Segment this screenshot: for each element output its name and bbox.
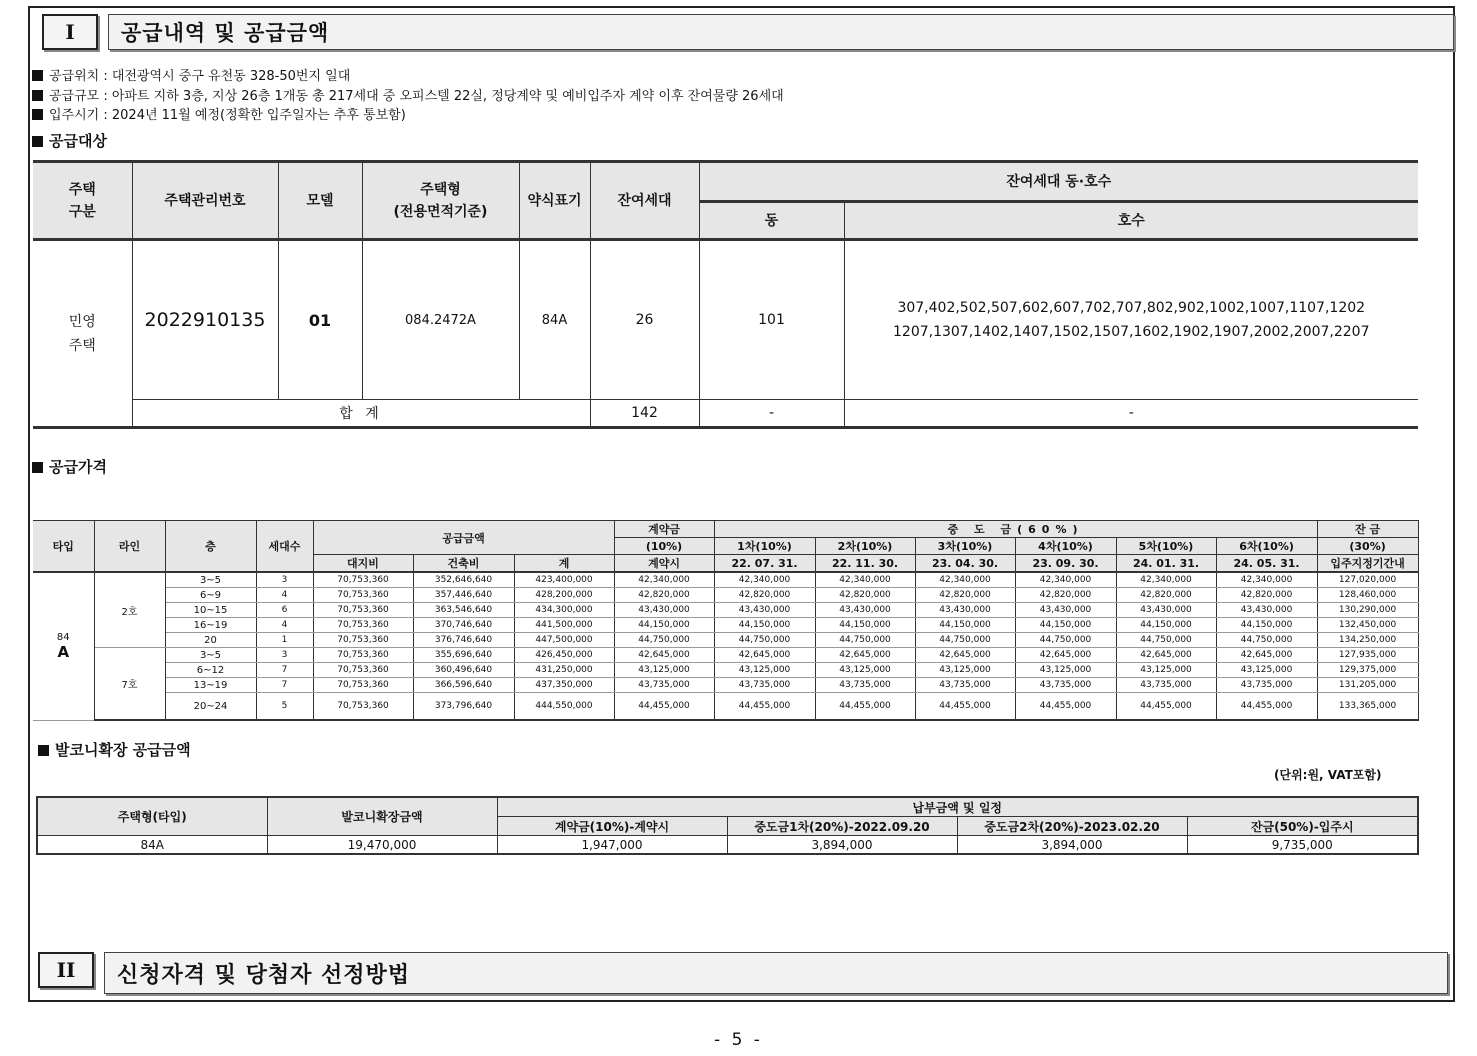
floor-cell: 6~9 (165, 588, 256, 603)
header-mid-6-date: 24. 05. 31. (1216, 555, 1317, 573)
table-row (33, 603, 1418, 618)
sum-cell: 428,200,000 (514, 588, 614, 603)
midterm-cell: 44,455,000 (1216, 693, 1317, 721)
total-row (33, 400, 1418, 428)
floor-cell: 10~15 (165, 603, 256, 618)
table-row (37, 836, 1418, 855)
header-mgmt-no: 주택관리번호 (132, 162, 278, 240)
balance-cell: 130,290,000 (1317, 603, 1418, 618)
page-number: - 5 - (714, 1030, 763, 1050)
midterm-cell: 43,125,000 (815, 663, 915, 678)
header-floor: 층 (165, 521, 256, 573)
balcony-c1-cell: 1,947,000 (497, 836, 727, 855)
contract-cell: 42,340,000 (614, 572, 714, 588)
land-cell: 70,753,360 (313, 618, 413, 633)
midterm-cell: 44,150,000 (815, 618, 915, 633)
midterm-cell: 42,645,000 (1015, 648, 1116, 663)
midterm-cell: 42,820,000 (815, 588, 915, 603)
building-cell: 363,546,640 (413, 603, 514, 618)
header-balcony-amount: 발코니확장금액 (267, 797, 497, 836)
header-balcony-type: 주택형(타입) (37, 797, 267, 836)
bullet-square-icon (32, 70, 43, 81)
midterm-cell: 44,750,000 (915, 633, 1015, 648)
info-line-move-in: 입주시기 : 2024년 11월 예정(정확한 입주일자는 추후 통보함) (32, 106, 406, 126)
header-hosu: 호수 (844, 202, 1418, 240)
header-land: 대지비 (313, 555, 413, 573)
midterm-cell: 43,735,000 (714, 678, 815, 693)
bullet-square-icon (32, 136, 43, 147)
midterm-cell: 44,750,000 (714, 633, 815, 648)
section-2-header (38, 952, 1450, 990)
total-hosu: - (844, 400, 1418, 428)
midterm-cell: 42,645,000 (1216, 648, 1317, 663)
header-mid-2: 2차(10%) (815, 538, 915, 555)
header-contract: 계약금 (614, 521, 714, 538)
floor-cell: 20 (165, 633, 256, 648)
header-mid-1-date: 22. 07. 31. (714, 555, 815, 573)
header-mid-6: 6차(10%) (1216, 538, 1317, 555)
hosu-cell: 307,402,502,507,602,607,702,707,802,902,1002,1007,1107,1202 1207,1307,1402,1407,1502,1507,1602,1902,1907,2002,2007,2207 (844, 240, 1418, 400)
land-cell: 70,753,360 (313, 588, 413, 603)
midterm-cell: 43,735,000 (915, 678, 1015, 693)
floor-cell: 20~24 (165, 693, 256, 721)
header-balcony-c3: 중도금2차(20%)-2023.02.20 (957, 817, 1187, 836)
midterm-cell: 44,150,000 (714, 618, 815, 633)
sum-cell: 444,550,000 (514, 693, 614, 721)
land-cell: 70,753,360 (313, 633, 413, 648)
midterm-cell: 43,735,000 (815, 678, 915, 693)
balance-cell: 134,250,000 (1317, 633, 1418, 648)
midterm-cell: 43,735,000 (1015, 678, 1116, 693)
floor-cell: 16~19 (165, 618, 256, 633)
units-cell: 3 (256, 648, 313, 663)
contract-cell: 42,820,000 (614, 588, 714, 603)
units-cell: 7 (256, 663, 313, 678)
floor-cell: 3~5 (165, 572, 256, 588)
header-house-size: 주택형 (전용면적기준) (362, 162, 519, 240)
midterm-cell: 44,150,000 (1216, 618, 1317, 633)
bullet-square-icon (32, 109, 43, 120)
section-2-title: 신청자격 및 당첨자 선정방법 (104, 952, 1448, 994)
header-balance-pct: (30%) (1317, 538, 1418, 555)
building-cell: 366,596,640 (413, 678, 514, 693)
table-row (33, 633, 1418, 648)
type-letter: A (57, 642, 70, 661)
units-cell: 1 (256, 633, 313, 648)
midterm-cell: 44,455,000 (915, 693, 1015, 721)
contract-cell: 43,735,000 (614, 678, 714, 693)
balcony-heading: 발코니확장 공급금액 (38, 739, 191, 760)
midterm-cell: 43,430,000 (1015, 603, 1116, 618)
midterm-cell: 43,125,000 (915, 663, 1015, 678)
midterm-cell: 44,150,000 (1116, 618, 1216, 633)
midterm-cell: 44,750,000 (1015, 633, 1116, 648)
contract-cell: 44,455,000 (614, 693, 714, 721)
midterm-cell: 44,750,000 (815, 633, 915, 648)
header-balance-when: 입주지정기간내 (1317, 555, 1418, 573)
bullet-square-icon (38, 745, 49, 756)
section-1-header (42, 14, 1454, 52)
header-short: 약식표기 (519, 162, 590, 240)
midterm-cell: 42,340,000 (1216, 572, 1317, 588)
section-2-number: II (38, 952, 94, 988)
land-cell: 70,753,360 (313, 648, 413, 663)
midterm-cell: 43,430,000 (1116, 603, 1216, 618)
midterm-cell: 42,820,000 (1216, 588, 1317, 603)
table-row (33, 678, 1418, 693)
building-cell: 352,646,640 (413, 572, 514, 588)
header-mid-4-date: 23. 09. 30. (1015, 555, 1116, 573)
header-mid-3-date: 23. 04. 30. (915, 555, 1015, 573)
sum-cell: 423,400,000 (514, 572, 614, 588)
balance-cell: 131,205,000 (1317, 678, 1418, 693)
house-size-cell: 084.2472A (362, 240, 519, 400)
section-1-title: 공급내역 및 공급금액 (108, 14, 1454, 50)
header-type: 타입 (33, 521, 94, 573)
balcony-amount-cell: 19,470,000 (267, 836, 497, 855)
midterm-cell: 44,455,000 (1116, 693, 1216, 721)
header-line: 라인 (94, 521, 165, 573)
model-cell: 01 (278, 240, 362, 400)
balance-cell: 128,460,000 (1317, 588, 1418, 603)
midterm-cell: 42,820,000 (1015, 588, 1116, 603)
header-contract-pct: (10%) (614, 538, 714, 555)
remaining-cell: 26 (590, 240, 699, 400)
bullet-square-icon (32, 90, 43, 101)
midterm-cell: 43,430,000 (1216, 603, 1317, 618)
midterm-cell: 44,455,000 (714, 693, 815, 721)
units-cell: 6 (256, 603, 313, 618)
header-sum: 계 (514, 555, 614, 573)
land-cell: 70,753,360 (313, 603, 413, 618)
balcony-c3-cell: 3,894,000 (957, 836, 1187, 855)
contract-cell: 43,125,000 (614, 663, 714, 678)
units-cell: 4 (256, 588, 313, 603)
info-line-scale: 공급규모 : 아파트 지하 3층, 지상 26층 1개동 총 217세대 중 오피스텔 22실, 정당계약 및 예비입주자 계약 이후 잔여물량 26세대 (32, 87, 784, 107)
header-midterm: 중 도 금(60%) (714, 521, 1317, 538)
header-supply-amount: 공급금액 (313, 521, 614, 555)
target-heading: 공급대상 (32, 130, 107, 151)
table-row (33, 618, 1418, 633)
balcony-c4-cell: 9,735,000 (1187, 836, 1418, 855)
table-row (33, 572, 1418, 588)
header-mid-4: 4차(10%) (1015, 538, 1116, 555)
midterm-cell: 44,750,000 (1116, 633, 1216, 648)
table-row (33, 588, 1418, 603)
building-cell: 357,446,640 (413, 588, 514, 603)
supply-target-table (33, 160, 1418, 429)
sum-cell: 434,300,000 (514, 603, 614, 618)
header-dong: 동 (699, 202, 844, 240)
floor-cell: 6~12 (165, 663, 256, 678)
house-type-cell: 민영 주택 (33, 240, 132, 428)
price-body (33, 572, 1418, 720)
midterm-cell: 42,340,000 (915, 572, 1015, 588)
supply-price-table (33, 520, 1419, 721)
type-cell (33, 572, 94, 720)
midterm-cell: 43,125,000 (714, 663, 815, 678)
sum-cell: 431,250,000 (514, 663, 614, 678)
header-units: 세대수 (256, 521, 313, 573)
sum-cell: 426,450,000 (514, 648, 614, 663)
midterm-cell: 44,455,000 (1015, 693, 1116, 721)
midterm-cell: 42,645,000 (915, 648, 1015, 663)
header-balcony-c1: 계약금(10%)-계약시 (497, 817, 727, 836)
units-cell: 7 (256, 678, 313, 693)
midterm-cell: 42,340,000 (714, 572, 815, 588)
land-cell: 70,753,360 (313, 572, 413, 588)
building-cell: 360,496,640 (413, 663, 514, 678)
header-remaining-units-group: 잔여세대 동·호수 (699, 162, 1418, 202)
balance-cell: 127,935,000 (1317, 648, 1418, 663)
type-size: 84 (56, 631, 70, 643)
units-cell: 3 (256, 572, 313, 588)
price-heading: 공급가격 (32, 456, 107, 477)
mgmt-no-cell: 2022910135 (132, 240, 278, 400)
midterm-cell: 42,340,000 (1116, 572, 1216, 588)
midterm-cell: 43,735,000 (1116, 678, 1216, 693)
balcony-type-cell: 84A (37, 836, 267, 855)
sum-cell: 437,350,000 (514, 678, 614, 693)
midterm-cell: 44,455,000 (815, 693, 915, 721)
table-row (33, 663, 1418, 678)
sum-cell: 447,500,000 (514, 633, 614, 648)
header-balance: 잔 금 (1317, 521, 1418, 538)
contract-cell: 44,150,000 (614, 618, 714, 633)
midterm-cell: 42,645,000 (714, 648, 815, 663)
balance-cell: 132,450,000 (1317, 618, 1418, 633)
line-cell: 2호 (94, 572, 165, 648)
midterm-cell: 44,150,000 (1015, 618, 1116, 633)
header-building: 건축비 (413, 555, 514, 573)
balcony-table (36, 796, 1419, 855)
building-cell: 376,746,640 (413, 633, 514, 648)
midterm-cell: 42,820,000 (714, 588, 815, 603)
contract-cell: 42,645,000 (614, 648, 714, 663)
header-mid-1: 1차(10%) (714, 538, 815, 555)
header-mid-5: 5차(10%) (1116, 538, 1216, 555)
land-cell: 70,753,360 (313, 678, 413, 693)
midterm-cell: 42,645,000 (1116, 648, 1216, 663)
short-cell: 84A (519, 240, 590, 400)
midterm-cell: 43,735,000 (1216, 678, 1317, 693)
balance-cell: 129,375,000 (1317, 663, 1418, 678)
contract-cell: 43,430,000 (614, 603, 714, 618)
balance-cell: 127,020,000 (1317, 572, 1418, 588)
total-label: 합 계 (132, 400, 590, 428)
total-dong: - (699, 400, 844, 428)
midterm-cell: 43,125,000 (1216, 663, 1317, 678)
header-contract-when: 계약시 (614, 555, 714, 573)
sum-cell: 441,500,000 (514, 618, 614, 633)
midterm-cell: 43,430,000 (714, 603, 815, 618)
midterm-cell: 43,430,000 (915, 603, 1015, 618)
total-remaining: 142 (590, 400, 699, 428)
table-row (33, 648, 1418, 663)
midterm-cell: 44,150,000 (915, 618, 1015, 633)
land-cell: 70,753,360 (313, 663, 413, 678)
header-mid-3: 3차(10%) (915, 538, 1015, 555)
units-cell: 5 (256, 693, 313, 721)
balance-cell: 133,365,000 (1317, 693, 1418, 721)
header-house-type: 주택 구분 (33, 162, 132, 240)
header-model: 모델 (278, 162, 362, 240)
table-row (33, 240, 1418, 400)
building-cell: 355,696,640 (413, 648, 514, 663)
floor-cell: 3~5 (165, 648, 256, 663)
midterm-cell: 42,820,000 (1116, 588, 1216, 603)
header-mid-2-date: 22. 11. 30. (815, 555, 915, 573)
table-row (33, 693, 1418, 721)
header-balcony-c4: 잔금(50%)-입주시 (1187, 817, 1418, 836)
midterm-cell: 44,750,000 (1216, 633, 1317, 648)
midterm-cell: 42,645,000 (815, 648, 915, 663)
land-cell: 70,753,360 (313, 693, 413, 721)
floor-cell: 13~19 (165, 678, 256, 693)
balcony-c2-cell: 3,894,000 (727, 836, 957, 855)
header-balcony-c2: 중도금1차(20%)-2022.09.20 (727, 817, 957, 836)
units-cell: 4 (256, 618, 313, 633)
header-balcony-schedule: 납부금액 및 일정 (497, 797, 1418, 817)
midterm-cell: 43,125,000 (1116, 663, 1216, 678)
dong-cell: 101 (699, 240, 844, 400)
info-line-location: 공급위치 : 대전광역시 중구 유천동 328-50번지 일대 (32, 67, 350, 87)
header-mid-5-date: 24. 01. 31. (1116, 555, 1216, 573)
unit-note: (단위:원, VAT포함) (1274, 768, 1382, 782)
midterm-cell: 43,430,000 (815, 603, 915, 618)
building-cell: 370,746,640 (413, 618, 514, 633)
midterm-cell: 42,340,000 (1015, 572, 1116, 588)
bullet-square-icon (32, 462, 43, 473)
midterm-cell: 43,125,000 (1015, 663, 1116, 678)
contract-cell: 44,750,000 (614, 633, 714, 648)
building-cell: 373,796,640 (413, 693, 514, 721)
line-cell: 7호 (94, 648, 165, 721)
header-remaining: 잔여세대 (590, 162, 699, 240)
section-1-number: I (42, 14, 98, 50)
midterm-cell: 42,340,000 (815, 572, 915, 588)
midterm-cell: 42,820,000 (915, 588, 1015, 603)
